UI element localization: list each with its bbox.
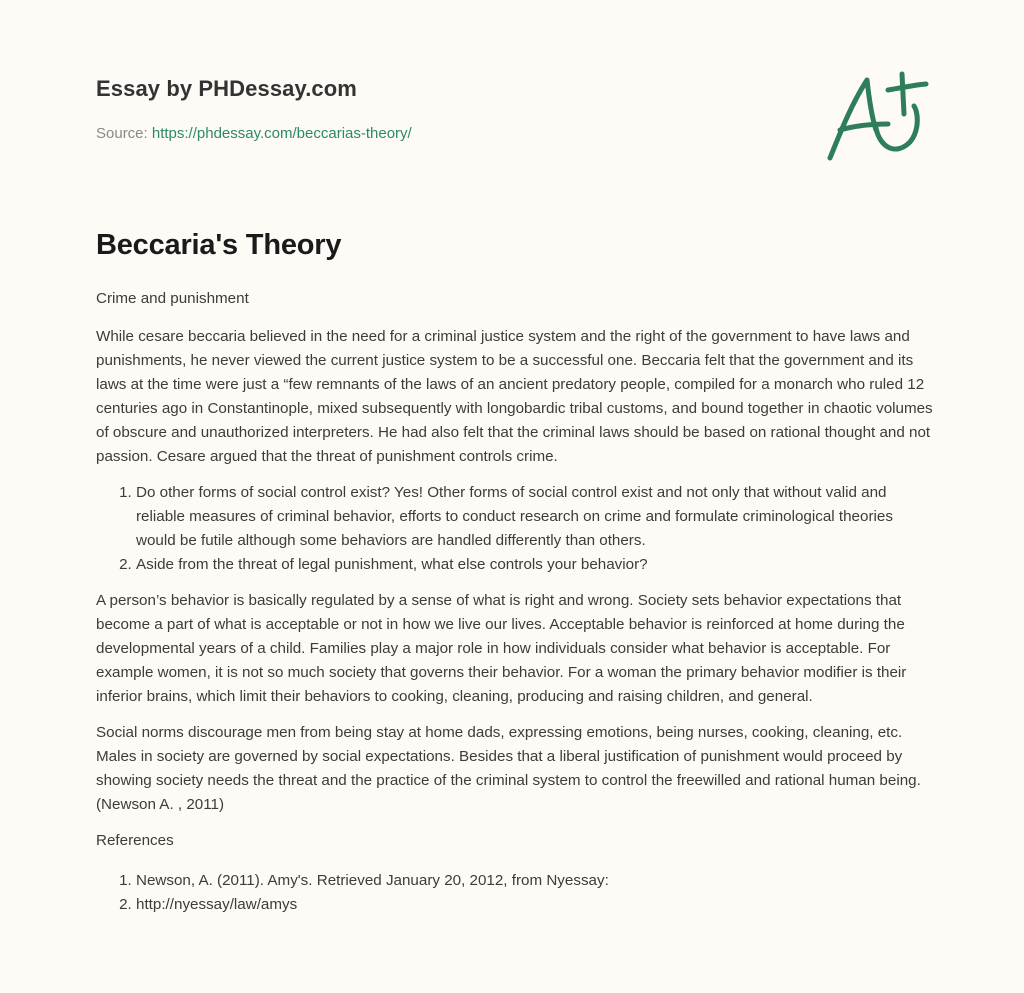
paragraph-2: A person’s behavior is basically regulated by a sense of what is right and wrong. Society sets behavior expectations that become a part of what is acceptable or not in how we live our lives. Acceptable behavior is reinforced at home during the developmental years of a child. Families play a major role in how individuals consider what behavior is acceptable. For example women, it is not so much society that governs their behavior. For a woman the primary behavior modifier is their inferior brains, which limit their behaviors to cooking, cleaning, producing and raising children, and general. [96,592,907,705]
site-title: Essay by PHDessay.com [96,76,357,101]
source-label: Source: [96,125,148,142]
reference-item: 2. http://nyessay/law/amys [136,893,936,917]
references-heading: References [96,832,174,849]
paragraph-3: Social norms discourage men from being stay at home dads, expressing emotions, being nurses, cooking, cleaning, etc. Males in society are governed by social expectations. Besides that a liberal justification of punishment would proceed by showing society needs the threat and the practice of the criminal system to control the freewilled and rational human being. (Newson A. , 2011) [96,724,921,813]
question-item: 1. Do other forms of social control exist? Yes! Other forms of social control exist and not only that without valid and reliable measures of criminal behavior, efforts to conduct research on crime and formulate criminological theories would be futile although some behaviors are handled differently than others. [136,481,936,553]
question-item: 2. Aside from the threat of legal punishment, what else controls your behavior? [136,553,936,577]
essay-content [96,225,936,929]
document-title: Beccaria's Theory [96,229,342,261]
page-header [96,74,936,142]
source-line [96,124,412,144]
a-plus-grade-icon [822,68,932,168]
source-link[interactable]: https://phdessay.com/beccarias-theory/ [151,125,412,142]
reference-item: 1. Newson, A. (2011). Amy's. Retrieved January 20, 2012, from Nyessay: [136,869,936,893]
paragraph-1: While cesare beccaria believed in the need for a criminal justice system and the right of the government to have laws and punishments, he never viewed the current justice system to be a successful one. Beccaria felt that the government and its laws at the time were just a “few remnants of the laws of an ancient predatory people, compiled for a monarch who ruled 12 centuries ago in Constantinople, mixed subsequently with longobardic tribal customs, and bound together in chaotic volumes of obscure and unauthorized interpreters. He had also felt that the criminal laws should be based on rational thought and not passion. Cesare argued that the threat of punishment controls crime. [96,328,933,465]
questions-list [96,481,936,577]
document-subtitle: Crime and punishment [96,290,249,307]
references-list [96,869,936,917]
